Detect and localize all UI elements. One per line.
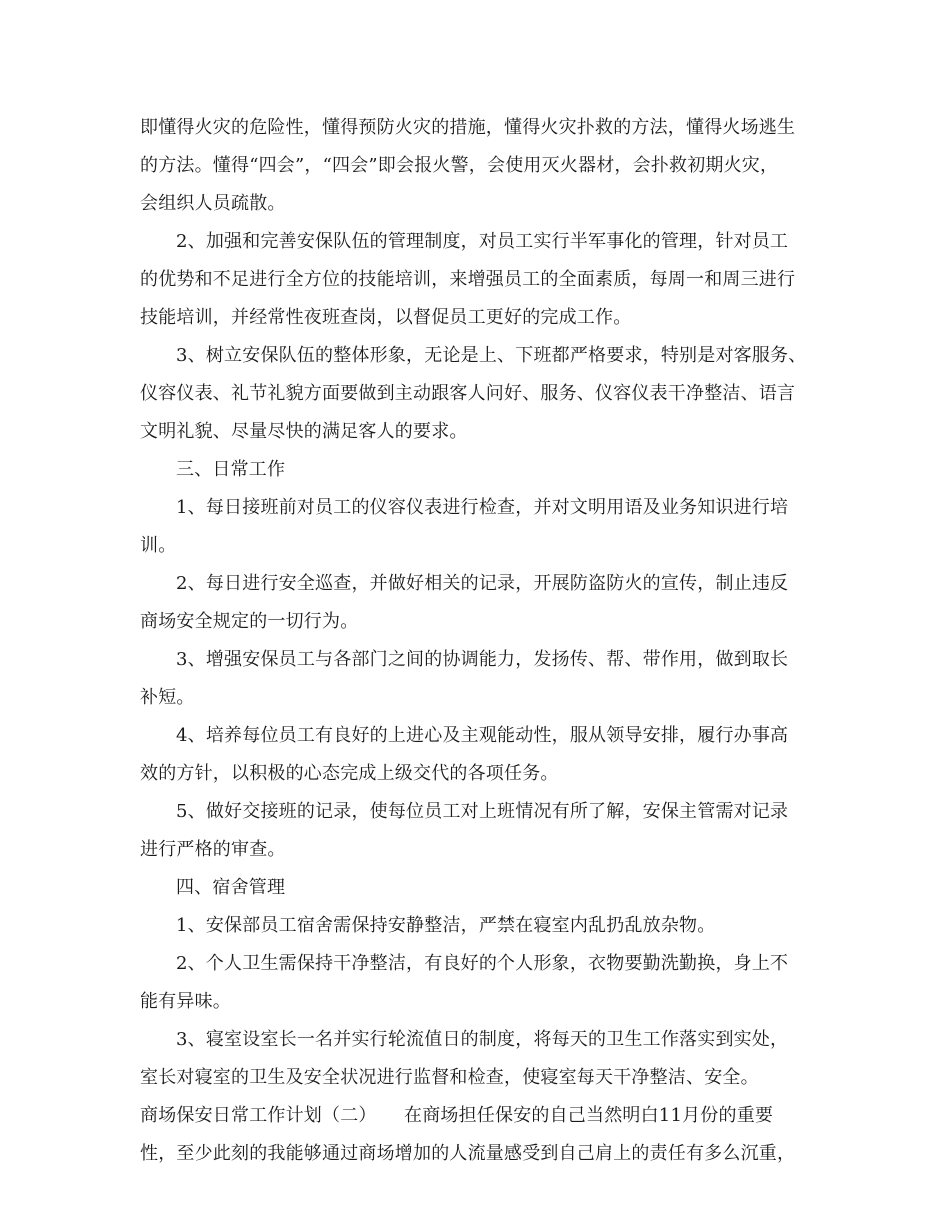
text-line: 5、做好交接班的记录，使每位员工对上班情况有所了解，安保主管需对记录 [176,801,789,822]
text-line: 室长对寝室的卫生及安全状况进行监督和检查，使寝室每天干净整洁、安全。 [140,1067,759,1088]
text-line: 1、安保部员工宿舍需保持安静整洁，严禁在寝室内乱扔乱放杂物。 [176,915,716,936]
section-heading: 四、宿舍管理 [176,877,286,898]
text-line: 2、个人卫生需保持干净整洁，有良好的个人形象，衣物要勤洗勤换，身上不 [176,953,789,974]
text-line: 3、寝室设室长一名并实行轮流值日的制度，将每天的卫生工作落实到实处， [176,1029,789,1050]
text-line: 商场安全规定的一切行为。 [140,611,359,632]
text-line: 3、树立安保队伍的整体形象，无论是上、下班都严格要求，特别是对客服务、 [176,345,807,366]
text-line: 的方法。懂得“四会”，“四会”即会报火警，会使用灭火器材，会扑救初期火灾， [140,155,779,176]
text-line: 2、加强和完善安保队伍的管理制度，对员工实行半军事化的管理，针对员工 [176,231,789,252]
text-line: 进行严格的审查。 [140,839,286,860]
text-line: 会组织人员疏散。 [140,193,286,214]
text-line: 性，至少此刻的我能够通过商场增加的人流量感受到自己肩上的责任有多么沉重， [140,1143,796,1164]
section-heading: 三、日常工作 [176,459,286,480]
text-line: 文明礼貌、尽量尽快的满足客人的要求。 [140,421,468,442]
text-line: 的优势和不足进行全方位的技能培训，来增强员工的全面素质，每周一和周三进行 [140,269,796,290]
text-line: 训。 [140,535,177,556]
text-line: 技能培训，并经常性夜班查岗，以督促员工更好的完成工作。 [140,307,632,328]
text-line: 商场保安日常工作计划（二） 在商场担任保安的自己当然明白11月份的重要 [140,1105,774,1126]
text-line: 效的方针，以积极的心态完成上级交代的各项任务。 [140,763,559,784]
text-line: 补短。 [140,687,195,708]
text-line: 3、增强安保员工与各部门之间的协调能力，发扬传、帮、带作用，做到取长 [176,649,789,670]
text-line: 2、每日进行安全巡查，并做好相关的记录，开展防盗防火的宣传，制止违反 [176,573,789,594]
text-line: 1、每日接班前对员工的仪容仪表进行检查，并对文明用语及业务知识进行培 [176,497,789,518]
text-line: 即懂得火灾的危险性，懂得预防火灾的措施，懂得火灾扑救的方法，懂得火场逃生 [140,117,796,138]
text-line: 4、培养每位员工有良好的上进心及主观能动性，服从领导安排，履行办事高 [176,725,789,746]
text-line: 能有异味。 [140,991,231,1012]
text-line: 仪容仪表、礼节礼貌方面要做到主动跟客人问好、服务、仪容仪表干净整洁、语言 [140,383,796,404]
